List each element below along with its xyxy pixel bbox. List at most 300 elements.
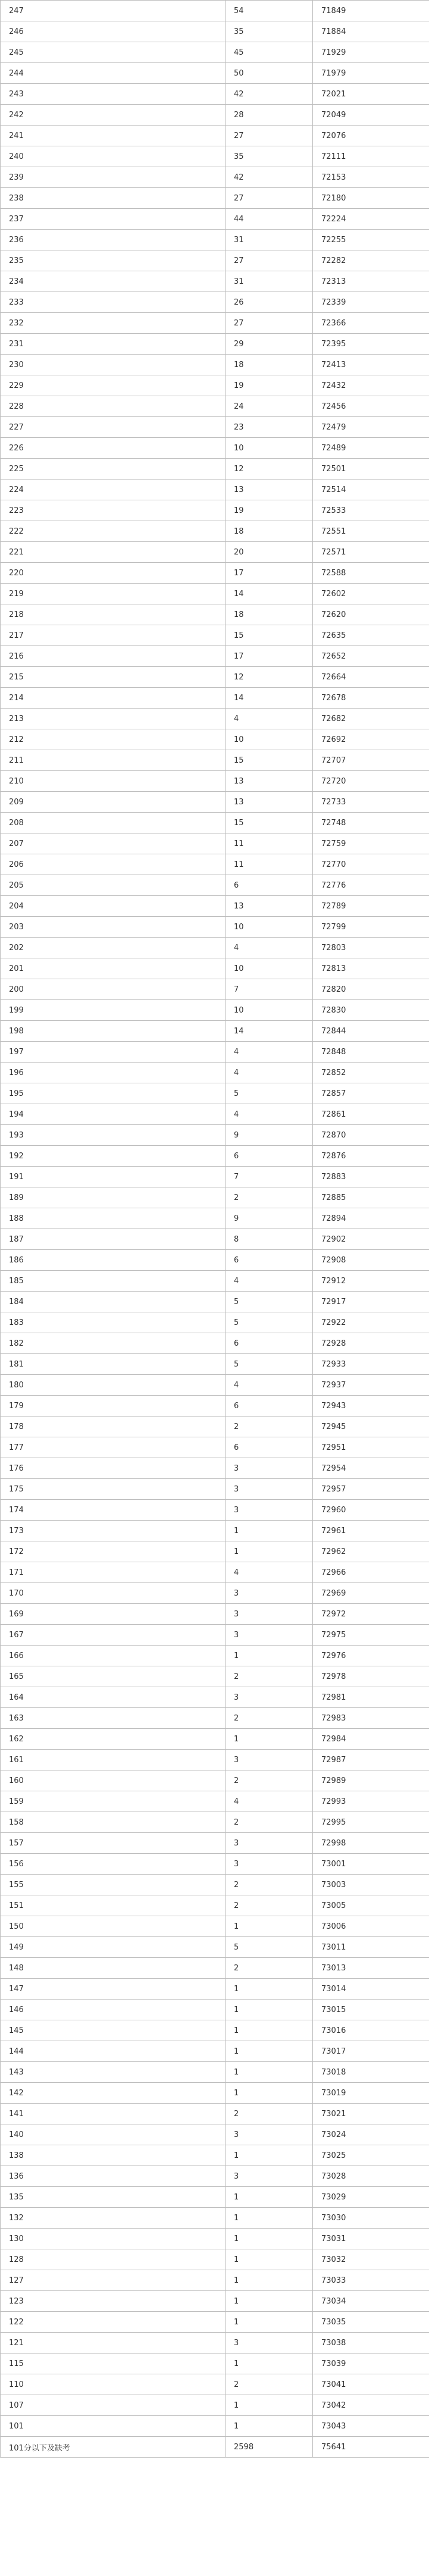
count-cell: 15 (226, 813, 313, 833)
cumulative-cell: 72848 (313, 1042, 429, 1063)
cumulative-cell: 72489 (313, 438, 429, 459)
count-cell: 45 (226, 42, 313, 63)
score-cell: 145 (1, 2020, 226, 2041)
cumulative-cell: 72883 (313, 1167, 429, 1187)
table-row (1, 792, 429, 813)
cumulative-cell: 72981 (313, 1687, 429, 1708)
table-row (1, 146, 429, 167)
count-cell: 2 (226, 1666, 313, 1687)
table-row (1, 42, 429, 63)
score-cell: 132 (1, 2208, 226, 2229)
cumulative-cell: 73015 (313, 2000, 429, 2020)
score-cell: 223 (1, 500, 226, 521)
cumulative-cell: 72635 (313, 625, 429, 646)
count-cell: 11 (226, 854, 313, 875)
count-cell: 15 (226, 625, 313, 646)
table-row (1, 1958, 429, 1979)
count-cell: 1 (226, 2312, 313, 2333)
score-cell: 236 (1, 230, 226, 250)
count-cell: 3 (226, 1479, 313, 1500)
count-cell: 5 (226, 1312, 313, 1333)
cumulative-cell: 73035 (313, 2312, 429, 2333)
table-row (1, 396, 429, 417)
cumulative-cell: 72413 (313, 355, 429, 375)
table-row (1, 355, 429, 375)
cumulative-cell: 71849 (313, 1, 429, 21)
cumulative-cell: 72664 (313, 667, 429, 688)
table-row (1, 250, 429, 271)
score-cell: 107 (1, 2395, 226, 2416)
cumulative-cell: 72776 (313, 875, 429, 896)
count-cell: 2 (226, 1958, 313, 1979)
count-cell: 9 (226, 1208, 313, 1229)
cumulative-cell: 72255 (313, 230, 429, 250)
table-row (1, 2437, 429, 2458)
count-cell: 3 (226, 2124, 313, 2145)
count-cell: 35 (226, 146, 313, 167)
score-cell: 207 (1, 833, 226, 854)
score-cell: 174 (1, 1500, 226, 1521)
cumulative-cell: 72620 (313, 604, 429, 625)
score-cell: 205 (1, 875, 226, 896)
count-cell: 10 (226, 729, 313, 750)
count-cell: 13 (226, 792, 313, 813)
table-row (1, 188, 429, 209)
cumulative-cell: 72989 (313, 1770, 429, 1791)
table-row (1, 1833, 429, 1854)
count-cell: 2 (226, 1187, 313, 1208)
count-cell: 15 (226, 750, 313, 771)
table-row (1, 2020, 429, 2041)
score-cell: 227 (1, 417, 226, 438)
score-cell: 196 (1, 1063, 226, 1083)
cumulative-cell: 72830 (313, 1000, 429, 1021)
cumulative-cell: 71929 (313, 42, 429, 63)
score-cell: 180 (1, 1375, 226, 1396)
score-cell: 209 (1, 792, 226, 813)
count-cell: 1 (226, 1521, 313, 1541)
cumulative-cell: 72857 (313, 1083, 429, 1104)
score-cell: 228 (1, 396, 226, 417)
count-cell: 2 (226, 1417, 313, 1437)
cumulative-cell: 72602 (313, 584, 429, 604)
score-cell: 217 (1, 625, 226, 646)
table-row (1, 500, 429, 521)
count-cell: 26 (226, 292, 313, 313)
score-cell: 186 (1, 1250, 226, 1271)
table-row (1, 1625, 429, 1646)
count-cell: 50 (226, 63, 313, 84)
count-cell: 18 (226, 355, 313, 375)
score-cell: 211 (1, 750, 226, 771)
count-cell: 6 (226, 1146, 313, 1167)
table-row (1, 2166, 429, 2187)
cumulative-cell: 73016 (313, 2020, 429, 2041)
cumulative-cell: 72954 (313, 1458, 429, 1479)
table-row (1, 1271, 429, 1292)
cumulative-cell: 72978 (313, 1666, 429, 1687)
score-cell: 146 (1, 2000, 226, 2020)
score-cell: 127 (1, 2270, 226, 2291)
table-row (1, 1708, 429, 1729)
count-cell: 1 (226, 2020, 313, 2041)
table-row (1, 1458, 429, 1479)
cumulative-cell: 72588 (313, 563, 429, 584)
table-row (1, 1292, 429, 1312)
score-cell: 213 (1, 709, 226, 729)
table-row (1, 334, 429, 355)
table-row (1, 417, 429, 438)
score-cell: 197 (1, 1042, 226, 1063)
table-row (1, 1, 429, 21)
table-row (1, 1437, 429, 1458)
count-cell: 1 (226, 2187, 313, 2208)
table-row (1, 1208, 429, 1229)
score-cell: 221 (1, 542, 226, 563)
count-cell: 27 (226, 188, 313, 209)
cumulative-cell: 73032 (313, 2249, 429, 2270)
table-row (1, 1063, 429, 1083)
count-cell: 8 (226, 1229, 313, 1250)
cumulative-cell: 72922 (313, 1312, 429, 1333)
count-cell: 1 (226, 2145, 313, 2166)
cumulative-cell: 73028 (313, 2166, 429, 2187)
score-cell: 220 (1, 563, 226, 584)
score-cell: 173 (1, 1521, 226, 1541)
score-cell: 195 (1, 1083, 226, 1104)
cumulative-cell: 73006 (313, 1916, 429, 1937)
table-row (1, 2249, 429, 2270)
count-cell: 44 (226, 209, 313, 230)
score-cell: 224 (1, 480, 226, 500)
score-cell: 179 (1, 1396, 226, 1417)
score-cell: 206 (1, 854, 226, 875)
table-row (1, 1500, 429, 1521)
cumulative-cell: 73019 (313, 2083, 429, 2104)
count-cell: 13 (226, 771, 313, 792)
cumulative-cell: 72652 (313, 646, 429, 667)
cumulative-cell: 72885 (313, 1187, 429, 1208)
score-cell: 232 (1, 313, 226, 334)
count-cell: 1 (226, 2395, 313, 2416)
table-row (1, 1000, 429, 1021)
count-cell: 4 (226, 1042, 313, 1063)
count-cell: 2598 (226, 2437, 313, 2458)
count-cell: 3 (226, 1687, 313, 1708)
table-row (1, 771, 429, 792)
table-row (1, 1021, 429, 1042)
count-cell: 18 (226, 521, 313, 542)
cumulative-cell: 73033 (313, 2270, 429, 2291)
cumulative-cell: 72180 (313, 188, 429, 209)
table-row (1, 813, 429, 833)
table-row (1, 2041, 429, 2062)
cumulative-cell: 72224 (313, 209, 429, 230)
score-cell: 138 (1, 2145, 226, 2166)
count-cell: 3 (226, 1854, 313, 1875)
table-row (1, 542, 429, 563)
count-cell: 7 (226, 1167, 313, 1187)
score-cell: 158 (1, 1812, 226, 1833)
table-row (1, 2229, 429, 2249)
cumulative-cell: 72908 (313, 1250, 429, 1271)
table-row (1, 1521, 429, 1541)
count-cell: 4 (226, 1791, 313, 1812)
cumulative-cell: 73038 (313, 2333, 429, 2354)
table-row (1, 709, 429, 729)
table-row (1, 1854, 429, 1875)
count-cell: 1 (226, 2270, 313, 2291)
cumulative-cell: 72501 (313, 459, 429, 480)
table-row (1, 1541, 429, 1562)
score-cell: 149 (1, 1937, 226, 1958)
score-cell: 192 (1, 1146, 226, 1167)
table-row (1, 1417, 429, 1437)
table-row (1, 1916, 429, 1937)
score-cell: 144 (1, 2041, 226, 2062)
count-cell: 4 (226, 1271, 313, 1292)
cumulative-cell: 72995 (313, 1812, 429, 1833)
table-row (1, 521, 429, 542)
count-cell: 4 (226, 1104, 313, 1125)
count-cell: 3 (226, 1833, 313, 1854)
table-row (1, 979, 429, 1000)
table-row (1, 1396, 429, 1417)
count-cell: 4 (226, 1063, 313, 1083)
table-row (1, 2208, 429, 2229)
score-cell: 162 (1, 1729, 226, 1750)
cumulative-cell: 72366 (313, 313, 429, 334)
table-row (1, 1770, 429, 1791)
table-row (1, 1812, 429, 1833)
table-row (1, 1125, 429, 1146)
cumulative-cell: 72912 (313, 1271, 429, 1292)
cumulative-cell: 73003 (313, 1875, 429, 1895)
score-cell: 115 (1, 2354, 226, 2374)
score-cell: 176 (1, 1458, 226, 1479)
score-cell: 235 (1, 250, 226, 271)
table-row (1, 1042, 429, 1063)
score-cell: 191 (1, 1167, 226, 1187)
score-cell: 141 (1, 2104, 226, 2124)
table-row (1, 459, 429, 480)
cumulative-cell: 72707 (313, 750, 429, 771)
cumulative-cell: 72984 (313, 1729, 429, 1750)
score-cell: 194 (1, 1104, 226, 1125)
table-row (1, 2062, 429, 2083)
table-row (1, 2145, 429, 2166)
score-cell: 155 (1, 1875, 226, 1895)
count-cell: 6 (226, 1250, 313, 1271)
score-cell: 164 (1, 1687, 226, 1708)
count-cell: 4 (226, 1375, 313, 1396)
cumulative-cell: 72820 (313, 979, 429, 1000)
count-cell: 6 (226, 1396, 313, 1417)
count-cell: 5 (226, 1292, 313, 1312)
score-cell: 140 (1, 2124, 226, 2145)
cumulative-cell: 72153 (313, 167, 429, 188)
count-cell: 4 (226, 1562, 313, 1583)
cumulative-cell: 72803 (313, 938, 429, 958)
count-cell: 1 (226, 2000, 313, 2020)
cumulative-cell: 72993 (313, 1791, 429, 1812)
cumulative-cell: 72533 (313, 500, 429, 521)
table-row (1, 1354, 429, 1375)
table-row (1, 1250, 429, 1271)
count-cell: 17 (226, 646, 313, 667)
score-cell: 230 (1, 355, 226, 375)
cumulative-cell: 72960 (313, 1500, 429, 1521)
cumulative-cell: 72076 (313, 126, 429, 146)
table-body (1, 1, 429, 2458)
score-cell: 163 (1, 1708, 226, 1729)
table-row (1, 480, 429, 500)
score-cell: 161 (1, 1750, 226, 1770)
score-cell: 181 (1, 1354, 226, 1375)
cumulative-cell: 72395 (313, 334, 429, 355)
table-row (1, 1146, 429, 1167)
count-cell: 3 (226, 1625, 313, 1646)
count-cell: 27 (226, 250, 313, 271)
score-cell: 214 (1, 688, 226, 709)
score-cell: 183 (1, 1312, 226, 1333)
cumulative-cell: 72852 (313, 1063, 429, 1083)
score-cell: 122 (1, 2312, 226, 2333)
table-row (1, 917, 429, 938)
count-cell: 1 (226, 2354, 313, 2374)
count-cell: 20 (226, 542, 313, 563)
score-cell: 151 (1, 1895, 226, 1916)
table-row (1, 854, 429, 875)
count-cell: 1 (226, 1979, 313, 2000)
count-cell: 2 (226, 1812, 313, 1833)
count-cell: 1 (226, 1916, 313, 1937)
count-cell: 1 (226, 2208, 313, 2229)
count-cell: 54 (226, 1, 313, 21)
cumulative-cell: 73029 (313, 2187, 429, 2208)
score-cell: 210 (1, 771, 226, 792)
cumulative-cell: 71979 (313, 63, 429, 84)
score-cell: 218 (1, 604, 226, 625)
score-cell: 237 (1, 209, 226, 230)
count-cell: 1 (226, 2229, 313, 2249)
table-row (1, 688, 429, 709)
table-row (1, 2416, 429, 2437)
table-row (1, 646, 429, 667)
table-row (1, 313, 429, 334)
cumulative-cell: 72861 (313, 1104, 429, 1125)
table-row (1, 271, 429, 292)
table-row (1, 1979, 429, 2000)
score-cell: 136 (1, 2166, 226, 2187)
table-row (1, 1562, 429, 1583)
count-cell: 2 (226, 1875, 313, 1895)
table-row (1, 1895, 429, 1916)
count-cell: 18 (226, 604, 313, 625)
count-cell: 12 (226, 667, 313, 688)
score-cell: 229 (1, 375, 226, 396)
score-cell: 172 (1, 1541, 226, 1562)
cumulative-cell: 72937 (313, 1375, 429, 1396)
score-cell: 121 (1, 2333, 226, 2354)
score-cell: 178 (1, 1417, 226, 1437)
table-row (1, 209, 429, 230)
table-row (1, 2124, 429, 2145)
cumulative-cell: 72917 (313, 1292, 429, 1312)
cumulative-cell: 72313 (313, 271, 429, 292)
table-row (1, 1791, 429, 1812)
table-row (1, 2187, 429, 2208)
table-row (1, 230, 429, 250)
count-cell: 2 (226, 2374, 313, 2395)
cumulative-cell: 73039 (313, 2354, 429, 2374)
cumulative-cell: 72432 (313, 375, 429, 396)
count-cell: 28 (226, 105, 313, 126)
cumulative-cell: 72972 (313, 1604, 429, 1625)
cumulative-cell: 71884 (313, 21, 429, 42)
cumulative-cell: 73030 (313, 2208, 429, 2229)
score-cell: 130 (1, 2229, 226, 2249)
cumulative-cell: 72021 (313, 84, 429, 105)
cumulative-cell: 72339 (313, 292, 429, 313)
score-cell: 147 (1, 1979, 226, 2000)
score-cell: 245 (1, 42, 226, 63)
cumulative-cell: 72876 (313, 1146, 429, 1167)
score-cell: 201 (1, 958, 226, 979)
count-cell: 14 (226, 688, 313, 709)
cumulative-cell: 72813 (313, 958, 429, 979)
table-row (1, 2104, 429, 2124)
score-cell: 238 (1, 188, 226, 209)
cumulative-cell: 73013 (313, 1958, 429, 1979)
cumulative-cell: 73021 (313, 2104, 429, 2124)
table-row (1, 375, 429, 396)
cumulative-cell: 73025 (313, 2145, 429, 2166)
table-row (1, 2395, 429, 2416)
table-row (1, 21, 429, 42)
table-row (1, 2083, 429, 2104)
cumulative-cell: 72987 (313, 1750, 429, 1770)
score-cell: 212 (1, 729, 226, 750)
count-cell: 1 (226, 2249, 313, 2270)
cumulative-cell: 73043 (313, 2416, 429, 2437)
table-row (1, 2374, 429, 2395)
score-cell: 156 (1, 1854, 226, 1875)
count-cell: 27 (226, 126, 313, 146)
score-cell: 187 (1, 1229, 226, 1250)
score-cell: 150 (1, 1916, 226, 1937)
count-cell: 3 (226, 1583, 313, 1604)
score-cell: 240 (1, 146, 226, 167)
cumulative-cell: 73034 (313, 2291, 429, 2312)
table-row (1, 1687, 429, 1708)
score-cell: 165 (1, 1666, 226, 1687)
count-cell: 14 (226, 584, 313, 604)
score-cell: 242 (1, 105, 226, 126)
table-row (1, 875, 429, 896)
table-row (1, 84, 429, 105)
count-cell: 13 (226, 480, 313, 500)
table-row (1, 1479, 429, 1500)
score-cell: 233 (1, 292, 226, 313)
cumulative-cell: 73014 (313, 1979, 429, 2000)
table-row (1, 1646, 429, 1666)
count-cell: 3 (226, 1750, 313, 1770)
score-cell: 128 (1, 2249, 226, 2270)
score-cell: 160 (1, 1770, 226, 1791)
count-cell: 3 (226, 1500, 313, 1521)
score-cell: 243 (1, 84, 226, 105)
